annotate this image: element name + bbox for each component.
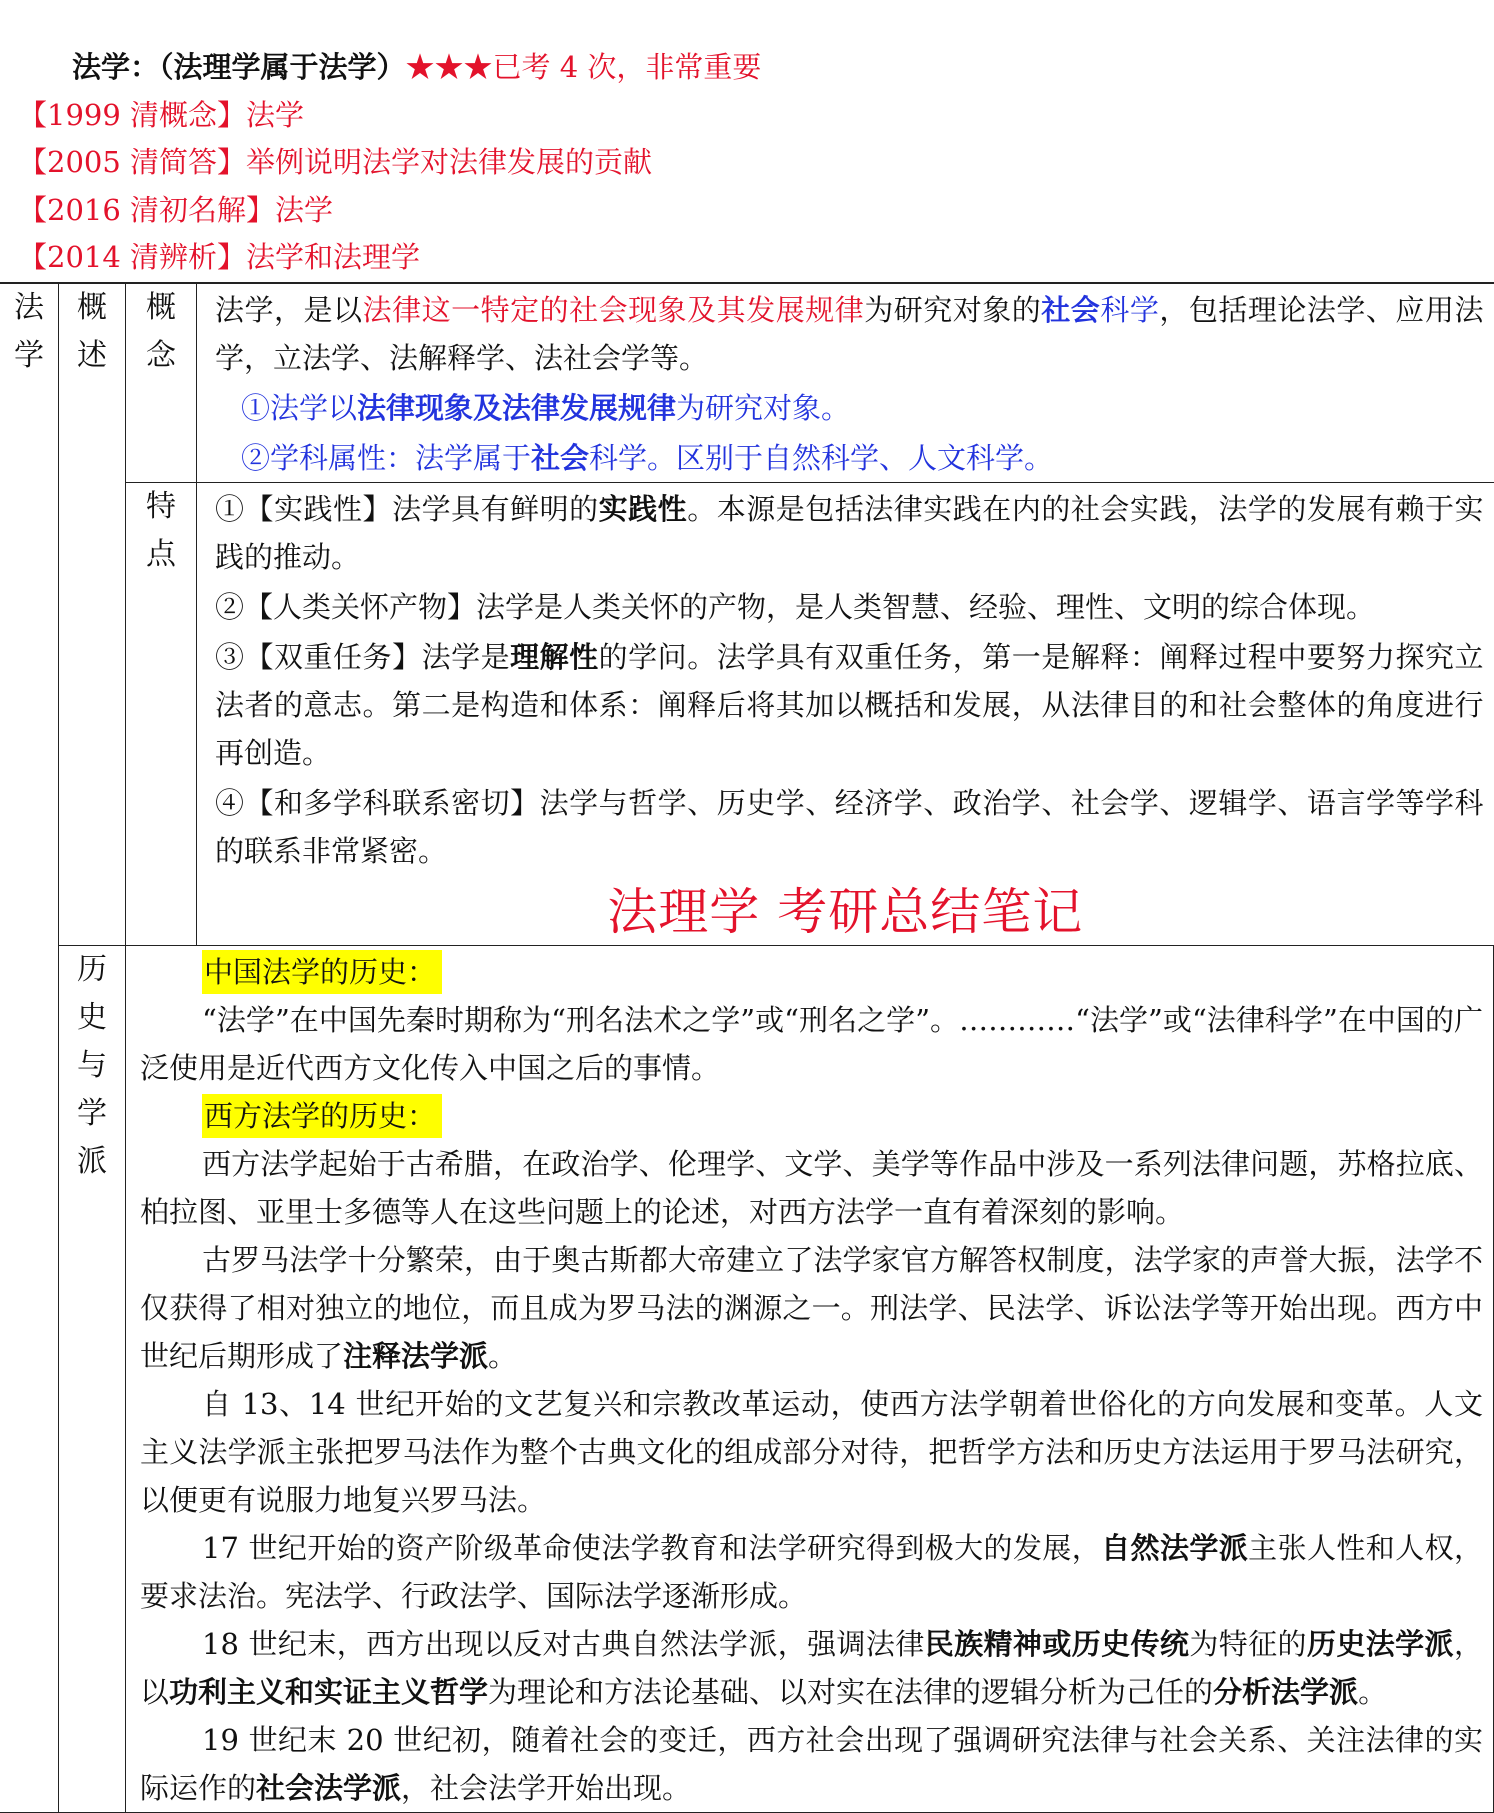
text-run: ①法学以 (241, 391, 358, 425)
text-run: 为研究对象的 (864, 293, 1042, 327)
text-run: 民族精神或历史传统 (924, 1627, 1190, 1661)
label-char: 与 (77, 1048, 107, 1083)
west-history-p2 (140, 1236, 1483, 1380)
label-char: 法 (14, 290, 44, 325)
text-run: 法律现象及法律发展规律 (357, 391, 677, 425)
exam-item (18, 234, 1478, 282)
history-content (126, 946, 1494, 1813)
text-run: 历史法学派 (1306, 1627, 1454, 1661)
feature-3 (197, 631, 1494, 777)
history-block (126, 946, 1493, 1812)
west-history-heading-row (140, 1092, 1483, 1140)
text-run: ，以 (140, 1627, 1483, 1709)
label-char: 念 (146, 338, 176, 373)
text-run: 17 世纪开始的资产阶级革命使法学教育和法学研究得到极大的发展， (202, 1531, 1102, 1565)
label-char: 历 (77, 952, 107, 987)
text-run: ，包括理论法学、应用法学，立法学、法解释学、法社会学等。 (215, 293, 1484, 375)
feature-4: ④【和多学科联系密切】法学与哲学、历史学、经济学、政治学、社会学、逻辑学、语言学等学科的联系非常紧密。 (215, 786, 1484, 868)
text-run: 主张人性和人权，要求法治。宪法学、行政法学、国际法学逐渐形成。 (140, 1531, 1483, 1613)
feature-1 (197, 483, 1494, 581)
text-run: 法学，是以 (215, 293, 363, 327)
label-char: 学 (14, 338, 44, 373)
text-run: 为理论和方法论基础、以对实在法律的逻辑分析为己任的 (488, 1675, 1214, 1709)
text-run: 社会 (531, 441, 590, 475)
feature-2: ②【人类关怀产物】法学是人类关怀的产物，是人类智慧、经验、理性、文明的综合体现。 (215, 590, 1376, 624)
exam-tag: 【2014 清辨析】 (18, 240, 247, 274)
feature-label (126, 483, 197, 946)
text-run: 法律这一特定的社会现象及其发展规律 (362, 293, 865, 327)
text-run: 注释法学派 (343, 1339, 489, 1373)
cn-history-heading: 中国法学的历史： (202, 950, 442, 994)
text-run: 自然法学派 (1101, 1531, 1249, 1565)
text-run: 科学。区别于自然科学、人文科学。 (589, 441, 1054, 475)
header-title: 法学：（法理学属于法学） (72, 50, 406, 84)
west-history-p5 (140, 1620, 1483, 1716)
text-run: ②学科属性：法学属于 (241, 441, 532, 475)
text-run: 分析法学派 (1213, 1675, 1359, 1709)
text-run: 18 世纪末，西方出现以反对古典自然法学派，强调法律 (202, 1627, 925, 1661)
west-history-heading: 西方法学的历史： (202, 1094, 442, 1138)
label-char: 派 (77, 1144, 107, 1179)
text-run: 。 (488, 1339, 518, 1373)
text-run: 理解性 (510, 640, 599, 674)
exam-item (18, 92, 1478, 140)
notes-table (0, 282, 1494, 1813)
feature-content (197, 483, 1494, 946)
concept-content (197, 283, 1494, 483)
col-overview-label (59, 283, 126, 946)
label-char: 概 (77, 290, 107, 325)
text-run: 社会法学派 (256, 1771, 402, 1805)
west-history-p1: 西方法学起始于古希腊，在政治学、伦理学、文学、美学等作品中涉及一系列法律问题，苏格拉底、柏拉图、亚里士多德等人在这些问题上的论述，对西方法学一直有着深刻的影响。 (140, 1147, 1483, 1229)
exam-tag: 【2005 清简答】 (18, 145, 247, 179)
text-run: 社会 (1041, 293, 1101, 327)
exam-tag: 【2016 清初名解】 (18, 192, 276, 227)
text-run: 古罗马法学十分繁荣，由于奥古斯都大帝建立了法学家官方解答权制度，法学家的声誉大振，法学不仅获得了相对独立的地位，而且成为罗马法的渊源之一。刑法学、民法学、诉讼法学等开始出现。西方中世纪后期形成了 (140, 1243, 1483, 1373)
exam-text: 法学和法理学 (246, 240, 421, 274)
concept-point-1 (197, 382, 1494, 432)
west-history-p6 (140, 1716, 1483, 1812)
text-run: ③【双重任务】法学是 (215, 640, 511, 674)
col-law-label (0, 283, 59, 1813)
importance-note: ★★★已考 4 次，非常重要 (405, 50, 762, 84)
text-run: 。 (1358, 1675, 1388, 1709)
text-run: 为特征的 (1189, 1627, 1307, 1661)
text-run: 。本源是包括法律实践在内的社会实践，法学的发展有赖于实践的推动。 (215, 492, 1484, 574)
label-char: 概 (146, 290, 176, 325)
header-title-line (18, 44, 1478, 92)
text-run: 的学问。法学具有双重任务，第一是解释：阐释过程中要努力探究立法者的意志。第二是构造和体系：阐释后将其加以概括和发展，从法律目的和社会整体的角度进行再创造。 (215, 640, 1484, 770)
label-char: 学 (77, 1096, 107, 1131)
header (18, 44, 1478, 282)
exam-item (18, 187, 1478, 235)
exam-item (18, 139, 1478, 187)
exam-tag: 【1999 清概念】 (18, 97, 247, 132)
west-history-p4 (140, 1524, 1483, 1620)
concept-definition (197, 284, 1494, 382)
exam-text: 法学 (275, 192, 334, 227)
text-run: 为研究对象。 (676, 391, 851, 425)
label-char: 特 (146, 489, 176, 524)
text-run: 科学 (1100, 293, 1160, 327)
concept-label (126, 283, 197, 483)
label-char: 史 (77, 1000, 107, 1035)
text-run: 19 世纪末 20 世纪初，随着社会的变迁，西方社会出现了强调研究法律与社会关系、关注法律的实际运作的 (140, 1723, 1483, 1805)
table-row (0, 483, 1494, 946)
exam-text: 法学 (246, 97, 305, 132)
label-char: 述 (77, 338, 107, 373)
watermark-title: 法理学 考研总结笔记 (607, 883, 1084, 941)
table-row (0, 283, 1494, 483)
cn-history-text: “法学”在中国先秦时期称为“刑名法术之学”或“刑名之学”。…………“法学”或“法律科学”在中国的广泛使用是近代西方文化传入中国之后的事情。 (140, 1003, 1483, 1085)
label-char: 点 (146, 537, 176, 572)
west-history-p3: 自 13、14 世纪开始的文艺复兴和宗教改革运动，使西方法学朝着世俗化的方向发展和变革。人文主义法学派主张把罗马法作为整个古典文化的组成部分对待，把哲学方法和历史方法运用于罗马法研究，以便更有说服力地复兴罗马法。 (140, 1387, 1483, 1517)
col-history-label (59, 946, 126, 1813)
exam-text: 举例说明法学对法律发展的贡献 (246, 145, 653, 179)
table-row (0, 946, 1494, 1813)
text-run: 功利主义和实证主义哲学 (169, 1675, 489, 1709)
text-run: ，社会法学开始出现。 (401, 1771, 692, 1805)
text-run: ①【实践性】法学具有鲜明的 (215, 492, 599, 526)
cn-history-heading-row (140, 948, 1483, 996)
concept-point-2 (197, 432, 1494, 482)
text-run: 实践性 (598, 492, 688, 526)
